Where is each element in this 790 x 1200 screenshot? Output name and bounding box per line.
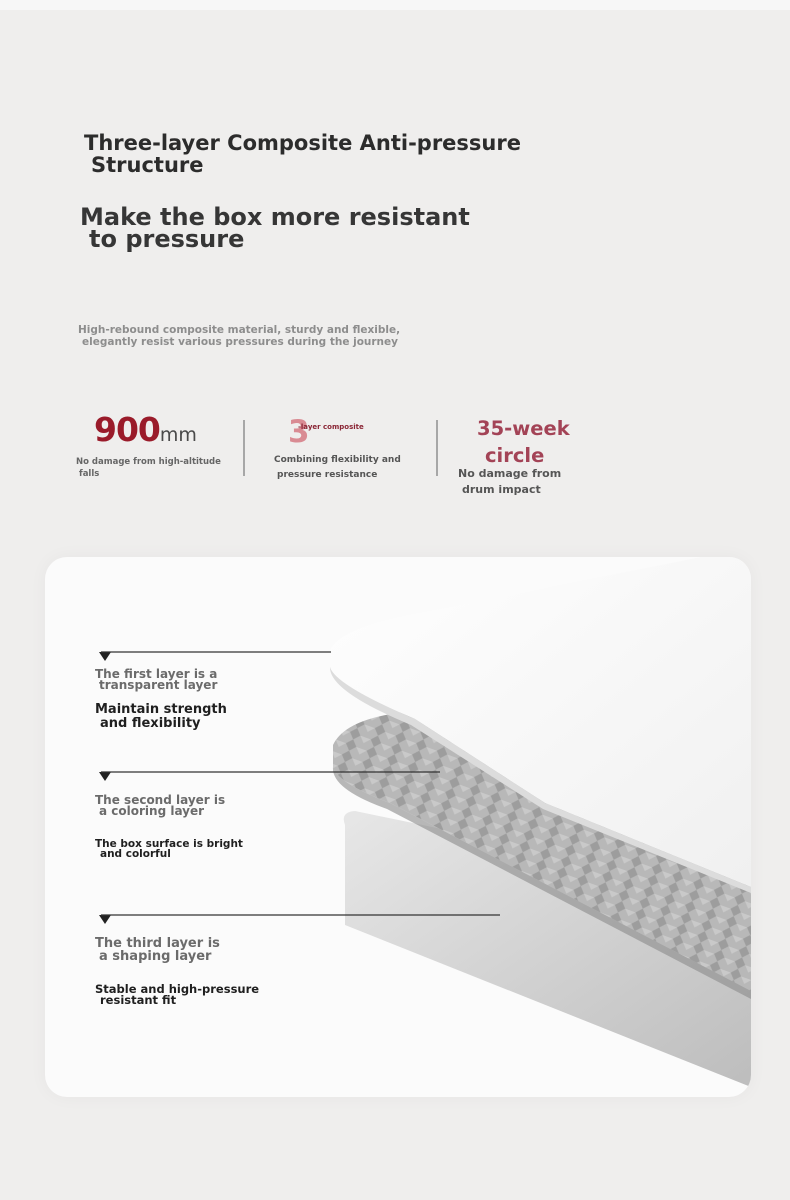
stat-layers-badge: [274, 410, 424, 450]
layer-1-desc-line-2: and flexibility: [100, 716, 201, 731]
stat-drop-note-1: No damage from high-altitude: [76, 457, 221, 467]
layer-illustration: [45, 557, 751, 1097]
description-line-2: elegantly resist various pressures during the journey: [82, 336, 398, 348]
stat-divider: [436, 420, 438, 476]
layer-1-description: [95, 703, 227, 731]
stat-drum-value-2: circle: [485, 444, 545, 467]
stat-drop-unit: mm: [159, 424, 197, 446]
layer-2-label-line-1: The second layer is: [95, 793, 226, 807]
layer-3-label-line-1: The third layer is: [95, 936, 220, 951]
stat-divider: [243, 420, 245, 476]
layer-3-description: [95, 984, 259, 1006]
layer-3-label-line-2: a shaping layer: [99, 949, 212, 964]
stat-layers-small-text: -layer composite: [298, 423, 364, 431]
stat-layers-number: 3: [288, 414, 310, 450]
layer-1-label: [95, 669, 217, 691]
stat-drop-height: [76, 410, 236, 479]
layer-1-label-line-1: The first layer is a: [95, 667, 218, 681]
layer-1-label-line-2: transparent layer: [99, 678, 218, 692]
stat-layers: [274, 410, 424, 480]
subtitle-line-1: Make the box more resistant: [80, 203, 470, 231]
layer-2-label-line-2: a coloring layer: [99, 804, 205, 818]
page-subtitle: [80, 203, 520, 253]
stat-layers-note-1: Combining flexibility and: [274, 455, 401, 465]
layer-3-desc-line-2: resistant fit: [100, 993, 177, 1007]
page-title: [84, 132, 564, 176]
description: [78, 324, 478, 348]
description-line-1: High-rebound composite material, sturdy and flexible,: [78, 324, 401, 336]
stats-row: [0, 410, 790, 496]
top-bar: [0, 0, 790, 10]
title-line-2: Structure: [91, 153, 204, 177]
stat-drum: [458, 410, 608, 496]
layer-1-desc-line-1: Maintain strength: [95, 702, 227, 717]
stat-drum-note-1: No damage from: [458, 467, 562, 480]
layer-card: [45, 557, 751, 1097]
stat-layers-note-2: pressure resistance: [277, 470, 378, 480]
layer-2-desc-line-1: The box surface is bright: [95, 838, 243, 850]
pointer-arrow-1: [99, 652, 111, 661]
layer-2-label: [95, 795, 225, 817]
stat-drop-number: 900: [94, 410, 160, 449]
title-line-1: Three-layer Composite Anti-pressure: [84, 131, 521, 155]
pointer-arrow-3: [99, 915, 111, 924]
stat-drum-value-1: 35-week: [477, 417, 570, 440]
layer-3-desc-line-1: Stable and high-pressure: [95, 982, 260, 996]
stat-drop-value: [76, 410, 236, 455]
layer-3-label: [95, 937, 220, 963]
pointer-arrow-2: [99, 772, 111, 781]
layer-2-desc-line-2: and colorful: [100, 848, 171, 860]
subtitle-line-2: to pressure: [89, 225, 245, 253]
layer-2-description: [95, 839, 243, 859]
stat-drop-note-2: falls: [79, 469, 100, 479]
stat-drum-note-2: drum impact: [462, 483, 541, 496]
